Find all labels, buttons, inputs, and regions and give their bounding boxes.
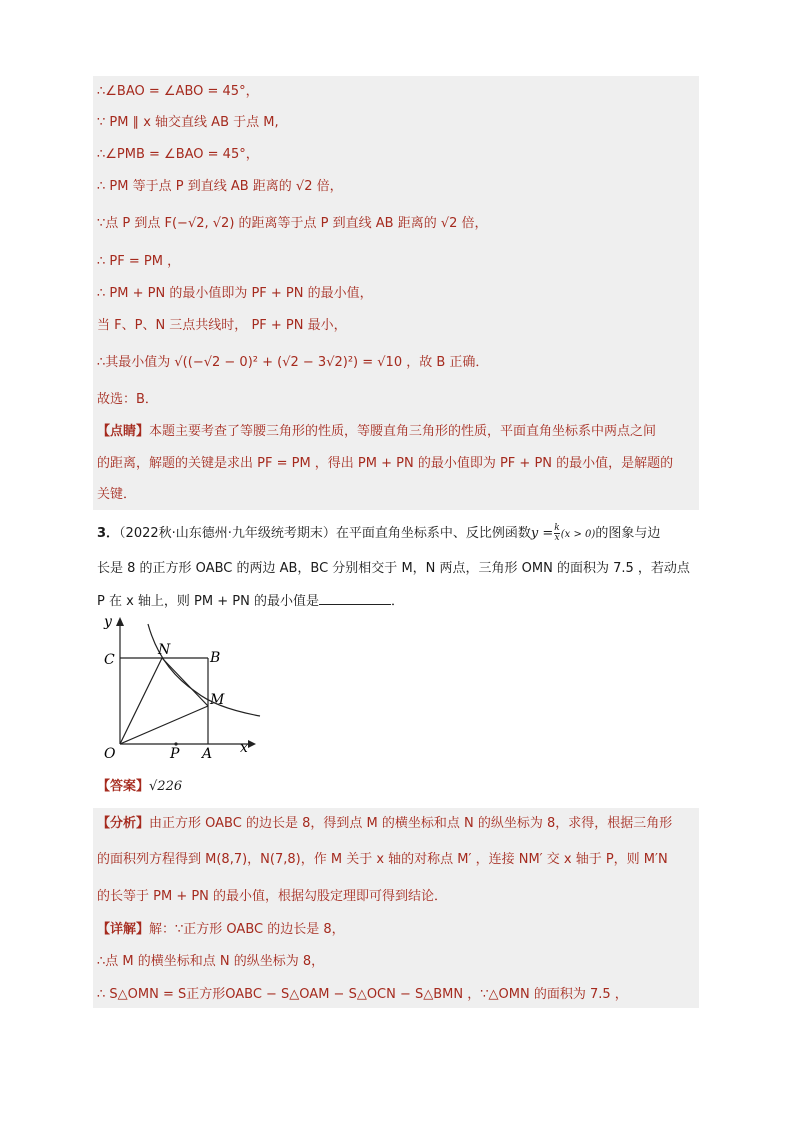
label-x: x <box>240 740 248 756</box>
problem-number: 3． <box>97 526 120 541</box>
problem-line-3: P 在 x 轴上，则 PM + PN 的最小值是 ． <box>97 594 404 609</box>
x-axis-arrow <box>248 740 256 748</box>
comment-line-2: 的距离，解题的关键是求出 PF = PM ，得出 PM + PN 的最小值即为 PF + PN 的最小值，是解题的 <box>97 456 674 471</box>
analysis-shaded-block <box>93 808 699 1008</box>
comment-line-1: 【点睛】本题主要考查了等腰三角形的性质，等腰直角三角形的性质，平面直角坐标系中两点之间 <box>97 424 657 439</box>
problem-source: （2022秋·山东德州·九年级统考期末） <box>119 526 336 541</box>
comment-tag: 【点睛】 <box>97 424 150 439</box>
solution-line-6: ∴ PF = PM ， <box>97 254 181 269</box>
detail-line-3: ∴ S△OMN = S正方形OABC − S△OAM − S△OCN − S△BMN ，∵△OMN 的面积为 7.5 ， <box>97 987 628 1002</box>
answer-line <box>97 778 182 796</box>
label-A: A <box>202 746 213 762</box>
solution-line-7: ∴ PM + PN 的最小值即为 PF + PN 的最小值， <box>97 286 373 301</box>
detail-line-1: 【详解】解：∵正方形 OABC 的边长是 8， <box>97 922 345 937</box>
analysis-line-2: 的面积列方程得到 M(8,7)，N(7,8)，作 M 关于 x 轴的对称点 M′ ，连接 NM′ 交 x 轴于 P，则 M′N <box>97 852 668 867</box>
solution-line-4: ∴ PM 等于点 P 到直线 AB 距离的 √2 倍， <box>97 179 343 194</box>
segment-NM <box>162 658 208 706</box>
segment-ON <box>120 658 162 744</box>
answer-blank <box>319 592 391 605</box>
segment-OM <box>120 706 208 744</box>
detail-line-2: ∴点 M 的横坐标和点 N 的纵坐标为 8， <box>97 954 325 969</box>
problem-line-1: 3．（2022秋·山东德州·九年级统考期末）在平面直角坐标系中、反比例函数y = $\frac{k}{x}$ (x > 0)的图象与边 <box>97 523 661 543</box>
solution-line-9: ∴其最小值为 √((−√2 − 0)² + (√2 − 3√2)²) = √10 ，故 B 正确． <box>97 355 489 370</box>
label-y: y <box>104 614 112 630</box>
label-M: M <box>210 692 225 708</box>
solution-line-8: 当 F、P、N 三点共线时， PF + PN 最小， <box>97 318 347 333</box>
label-B: B <box>210 650 221 666</box>
label-N: N <box>158 642 171 658</box>
geometry-figure <box>96 612 266 762</box>
problem-line-2: 长是 8 的正方形 OABC 的两边 AB，BC 分别相交于 M，N 两点，三角形 OMN 的面积为 7.5 ，若动点 <box>97 561 690 576</box>
label-O: O <box>104 746 116 762</box>
y-axis-arrow <box>116 617 124 626</box>
detail-tag: 【详解】 <box>97 922 150 937</box>
solution-line-2: ∵ PM ∥ x 轴交直线 AB 于点 M, <box>97 115 279 130</box>
answer-value: √226 <box>149 779 183 794</box>
solution-line-10: 故选：B． <box>97 392 158 407</box>
comment-line-3: 关键． <box>97 487 137 502</box>
analysis-line-1: 【分析】由正方形 OABC 的边长是 8，得到点 M 的横坐标和点 N 的纵坐标为 8，求得，根据三角形 <box>97 816 673 831</box>
analysis-tag: 【分析】 <box>97 816 150 831</box>
analysis-line-3: 的长等于 PM + PN 的最小值，根据勾股定理即可得到结论． <box>97 889 448 904</box>
solution-line-1: ∴∠BAO = ∠ABO = 45°， <box>97 84 259 99</box>
solution-line-5: ∵点 P 到点 F(−√2, √2) 的距离等于点 P 到直线 AB 距离的 √2 倍， <box>97 216 488 231</box>
label-C: C <box>104 652 115 668</box>
solution-line-3: ∴∠PMB = ∠BAO = 45°， <box>97 147 259 162</box>
label-P: P <box>170 746 180 762</box>
fraction-k-over-x: $\frac{k}{x}$ <box>554 523 560 543</box>
answer-tag: 【答案】 <box>97 779 150 794</box>
